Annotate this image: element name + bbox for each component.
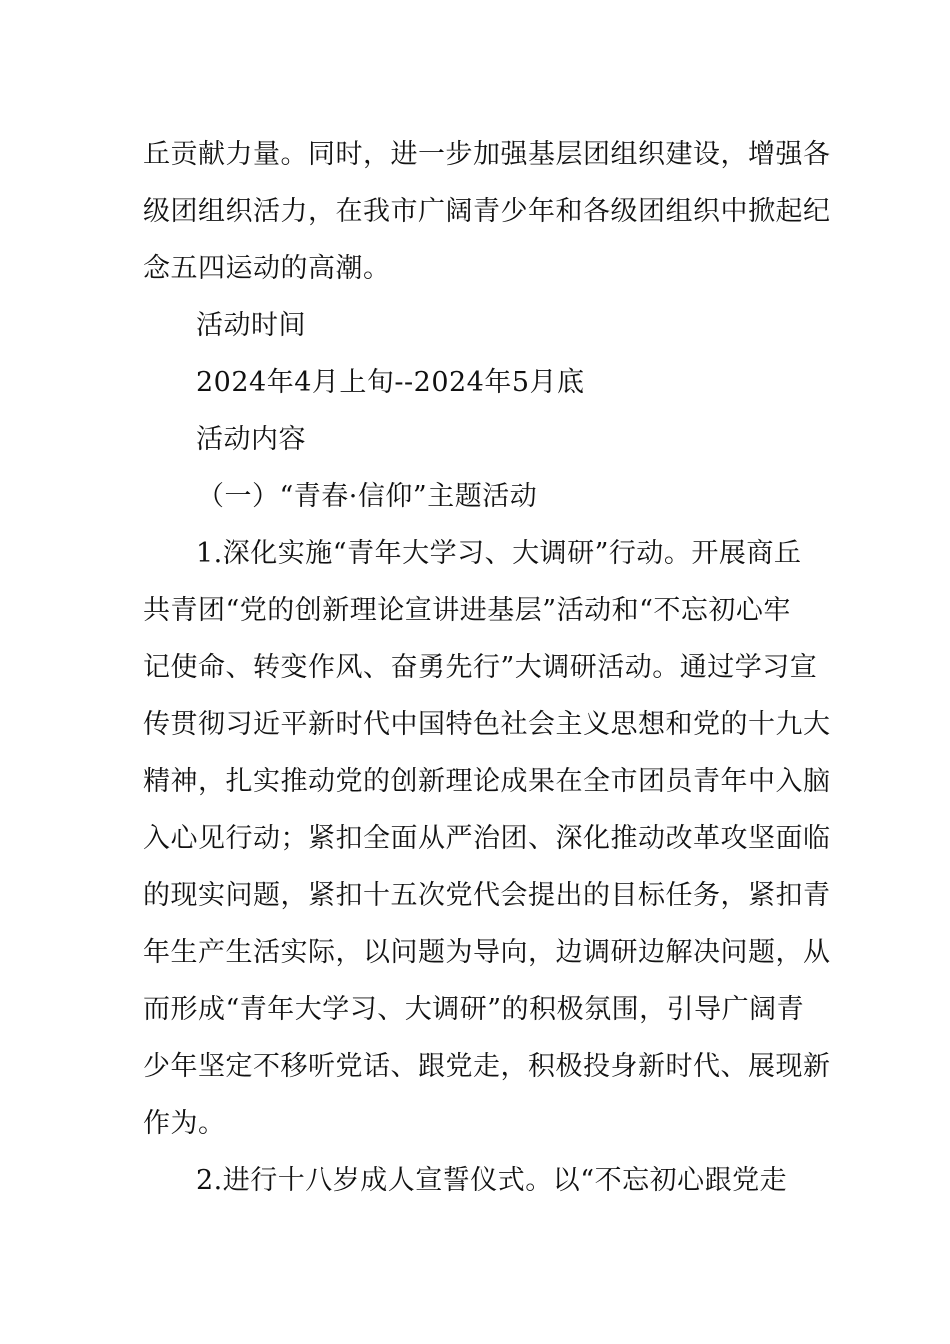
paragraph-line: 的现实问题，紧扣十五次党代会提出的目标任务，紧扣青 xyxy=(143,880,831,911)
paragraph-line: 传贯彻习近平新时代中国特色社会主义思想和党的十九大 xyxy=(143,709,831,740)
paragraph-line: 记使命、转变作风、奋勇先行”大调研活动。通过学习宣 xyxy=(143,652,818,683)
paragraph-line: 1.深化实施“青年大学习、大调研”行动。开展商丘 xyxy=(196,538,802,569)
paragraph-line: 而形成“青年大学习、大调研”的积极氛围，引导广阔青 xyxy=(143,994,805,1025)
paragraph-line: 入心见行动；紧扣全面从严治团、深化推动改革攻坚面临 xyxy=(143,823,831,854)
paragraph-line: 精神，扎实推动党的创新理论成果在全市团员青年中入脑 xyxy=(143,766,831,797)
paragraph-line: 作为。 xyxy=(143,1108,226,1139)
paragraph-line: 共青团“党的创新理论宣讲进基层”活动和“不忘初心牢 xyxy=(143,595,791,626)
activity-time-range: 2024年4月上旬--2024年5月底 xyxy=(196,367,585,398)
heading-activity-time: 活动时间 xyxy=(196,310,306,341)
paragraph-line: 念五四运动的高潮。 xyxy=(143,253,391,284)
paragraph-line: 级团组织活力，在我市广阔青少年和各级团组织中掀起纪 xyxy=(143,196,831,227)
paragraph-line: 丘贡献力量。同时，进一步加强基层团组织建设，增强各 xyxy=(143,139,831,170)
heading-activity-content: 活动内容 xyxy=(196,424,306,455)
paragraph-line: 少年坚定不移听党话、跟党走，积极投身新时代、展现新 xyxy=(143,1051,831,1082)
paragraph-line: 年生产生活实际，以问题为导向，边调研边解决问题，从 xyxy=(143,937,831,968)
section-title: （一）“青春·信仰”主题活动 xyxy=(197,481,538,512)
paragraph-line: 2.进行十八岁成人宣誓仪式。以“不忘初心跟党走 xyxy=(196,1165,788,1196)
